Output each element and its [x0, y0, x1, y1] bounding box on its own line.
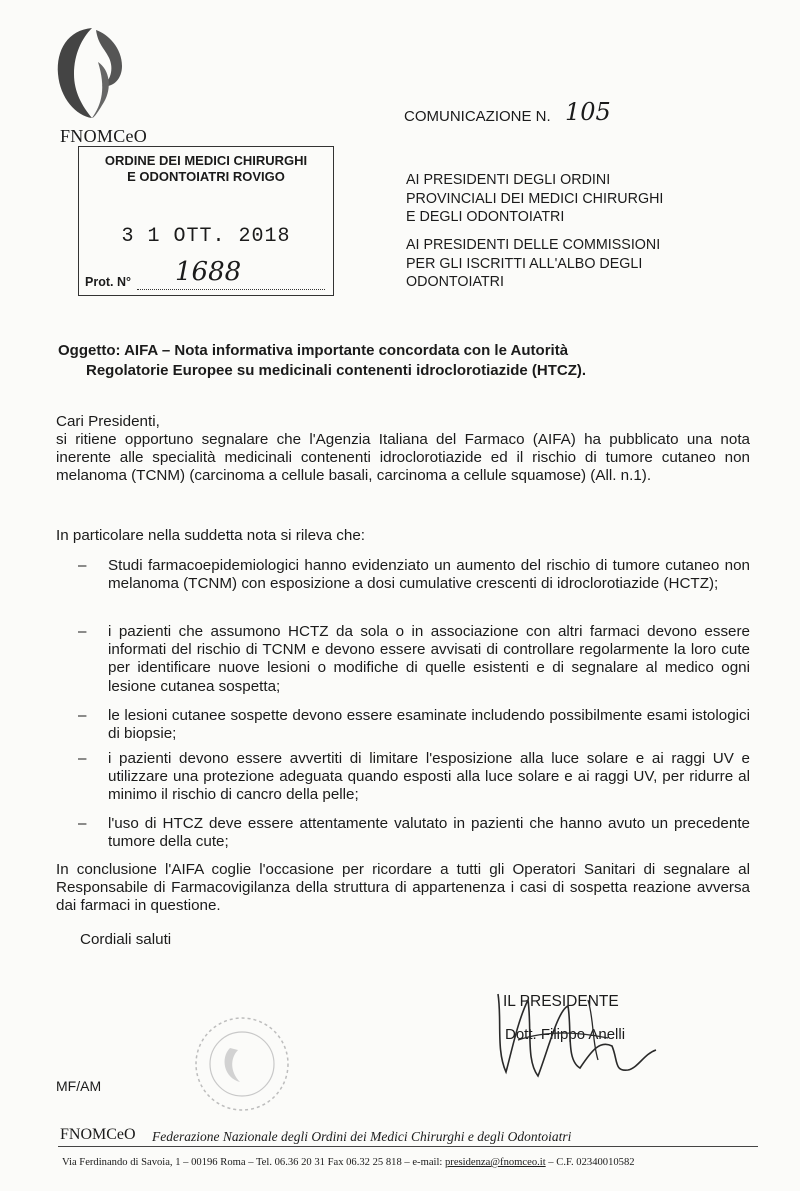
fnomceo-logo-icon	[52, 22, 130, 124]
bullet-dash: –	[78, 707, 87, 724]
list-item-text: Studi farmacoepidemiologici hanno evidenziato un aumento del rischio di tumore cutaneo non melanoma (TCNM) con esposizione a dosi cumulative crescenti di idroclorotiazide (HCTZ);	[108, 557, 750, 593]
closing-greeting: Cordiali saluti	[80, 931, 172, 948]
list-lead-text: In particolare nella suddetta nota si rileva che:	[56, 527, 365, 544]
subject-line-2: Regolatorie Europee su medicinali contenenti idroclorotiazide (HTCZ).	[86, 362, 587, 379]
signatory-title: IL PRESIDENTE	[503, 993, 619, 1010]
list-item-text: l'uso di HTCZ deve essere attentamente valutato in pazienti che hanno avuto un precedente tumore della cute;	[108, 815, 750, 851]
footer-brand: FNOMCeO	[60, 1126, 136, 1143]
footer-federation-name: Federazione Nazionale degli Ordini dei Medici Chirurghi e degli Odontoiatri	[152, 1129, 572, 1144]
bullet-dash: –	[78, 557, 87, 574]
protocol-dotted-line	[137, 289, 325, 290]
bullet-dash: –	[78, 750, 87, 767]
footer-tax-code: – C.F. 02340010582	[545, 1157, 635, 1168]
list-item	[78, 707, 750, 743]
communication-label: COMUNICAZIONE N.	[404, 108, 551, 125]
org-name: FNOMCeO	[60, 126, 148, 146]
communication-number: 105	[565, 98, 611, 126]
footer-email-link[interactable]: presidenza@fnomceo.it	[445, 1157, 546, 1168]
list-item	[78, 623, 750, 696]
footer-address-text: Via Ferdinando di Savoia, 1 – 00196 Roma – Tel. 06.36 20 31 Fax 06.32 25 818 – e-mail:	[62, 1157, 445, 1168]
list-item-text: i pazienti che assumono HCTZ da sola o in associazione con altri farmaci devono essere informati del rischio di TCNM e devono essere avvisati di controllare regolarmente la loro cute per identificare nuove lesioni o modifiche di quelle esistenti e di segnalare al medico ogni lesione cutanea sospetta;	[108, 623, 750, 695]
footer-address	[62, 1157, 635, 1168]
list-item	[78, 815, 750, 851]
protocol-stamp	[78, 146, 334, 296]
stamp-date: 3 1 OTT. 2018	[121, 225, 291, 248]
author-initials: MF/AM	[56, 1078, 102, 1094]
subject	[58, 341, 586, 381]
signatory-name: Dott. Filippo Anelli	[505, 1026, 626, 1043]
list-item	[78, 750, 750, 805]
protocol-number: 1688	[175, 257, 242, 287]
list-item-text: i pazienti devono essere avvertiti di limitare l'esposizione alla luce solare e ai raggi UV e utilizzare una protezione adeguata quando esposti alla luce solare e ai raggi UV, per ridurre al minimo il rischio di cancro della pelle;	[108, 750, 750, 804]
footer-divider	[58, 1146, 758, 1147]
conclusion-paragraph: In conclusione l'AIFA coglie l'occasione per ricordare a tutti gli Operatori Sanitari di segnalare al Responsabile di Farmacovigilanza della struttura di appartenenza i casi di sospetta reazione avversa dai farmaci in questione.	[56, 861, 750, 915]
list-item-text: le lesioni cutanee sospette devono essere esaminate includendo possibilmente esami istologici di biopsie;	[108, 707, 750, 743]
seal-stamp-icon	[180, 1008, 310, 1120]
addressee-block-2: AI PRESIDENTI DELLE COMMISSIONI PER GLI ISCRITTI ALL'ALBO DEGLI ODONTOIATRI	[406, 237, 661, 290]
bullet-dash: –	[78, 815, 87, 832]
subject-line-1: Oggetto: AIFA – Nota informativa importante concordata con le Autorità	[58, 342, 569, 359]
bullet-dash: –	[78, 623, 87, 640]
stamp-org-line-2: E ODONTOIATRI ROVIGO	[127, 169, 285, 184]
list-item	[78, 557, 750, 593]
intro-paragraph: si ritiene opportuno segnalare che l'Agenzia Italiana del Farmaco (AIFA) ha pubblicato una nota inerente alle specialità medicinali contenenti idroclorotiazide ed il rischio di tumore cutaneo non melanoma (TCNM) (carcinoma a cellule basali, carcinoma a cellule squamose) (All. n.1).	[56, 431, 750, 485]
salutation: Cari Presidenti,	[56, 413, 160, 430]
stamp-org-line-1: ORDINE DEI MEDICI CHIRURGHI	[104, 153, 308, 168]
addressee-block-1: AI PRESIDENTI DEGLI ORDINI PROVINCIALI DEI MEDICI CHIRURGHI E DEGLI ODONTOIATRI	[406, 172, 664, 225]
protocol-label: Prot. N°	[85, 275, 131, 289]
handwritten-signature-icon	[488, 980, 678, 1088]
